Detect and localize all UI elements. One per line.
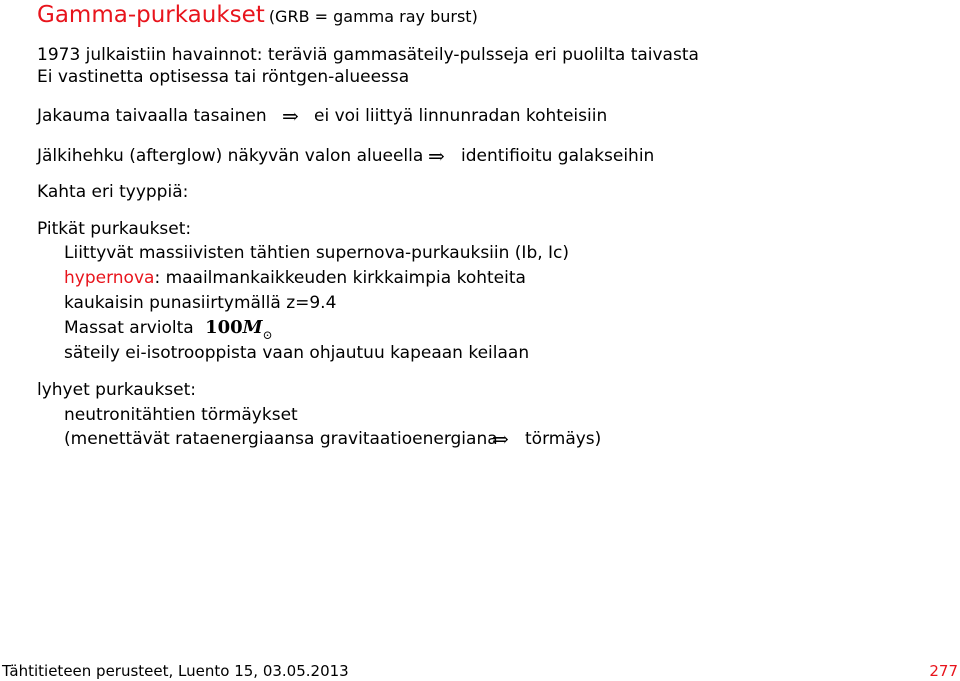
implication-1-premise: Jakauma taivaalla tasainen <box>37 106 267 126</box>
long-mass <box>64 317 273 340</box>
implication-1-conclusion: ei voi liittyä linnunradan kohteisiin <box>314 106 608 126</box>
short-energy-premise: (menettävät rataenergiaansa gravitaatioenergiana <box>64 429 498 449</box>
long-supernova: Liittyvät massiivisten tähtien supernova-purkauksiin (Ib, Ic) <box>64 243 570 263</box>
hypernova-description: : maailmankaikkeuden kirkkaimpia kohteita <box>154 268 526 288</box>
short-collision: neutronitähtien törmäykset <box>64 405 298 425</box>
intro-line-1: 1973 julkaistiin havainnot: teräviä gammasäteily-pulsseja eri puolilta taivasta <box>37 45 699 65</box>
page-number: 277 <box>929 662 958 680</box>
long-bursts-heading: Pitkät purkaukset: <box>37 219 192 239</box>
mass-number: 100 <box>205 317 243 338</box>
long-beaming: säteily ei-isotrooppista vaan ohjautuu kapeaan keilaan <box>64 343 530 363</box>
sun-symbol-icon: ⊙ <box>262 328 273 342</box>
implies-arrow-icon: ⇒ <box>428 144 445 168</box>
title-main: Gamma-purkaukset <box>37 2 265 28</box>
hypernova-term: hypernova <box>64 268 155 288</box>
slide-title <box>37 2 478 28</box>
long-distance: kaukaisin punasiirtymällä z=9.4 <box>64 293 337 313</box>
mass-symbol: M <box>242 317 263 338</box>
types-heading: Kahta eri tyyppiä: <box>37 182 189 202</box>
implication-2-premise: Jälkihehku (afterglow) näkyvän valon alueella <box>37 146 424 166</box>
short-bursts-heading: lyhyet purkaukset: <box>37 380 196 400</box>
intro-line-2: Ei vastinetta optisessa tai röntgen-alueessa <box>37 67 410 87</box>
long-hypernova <box>64 267 526 289</box>
title-note: (GRB = gamma ray burst) <box>268 7 478 26</box>
mass-formula <box>205 317 273 342</box>
implies-arrow-icon: ⇒ <box>492 427 509 451</box>
footer-course: Tähtitieteen perusteet, Luento 15, 03.05.2013 <box>2 662 349 680</box>
implies-arrow-icon: ⇒ <box>282 104 299 128</box>
implication-2-conclusion: identifioitu galakseihin <box>461 146 655 166</box>
short-energy-conclusion: törmäys) <box>525 429 602 449</box>
mass-label: Massat arviolta <box>64 318 194 338</box>
